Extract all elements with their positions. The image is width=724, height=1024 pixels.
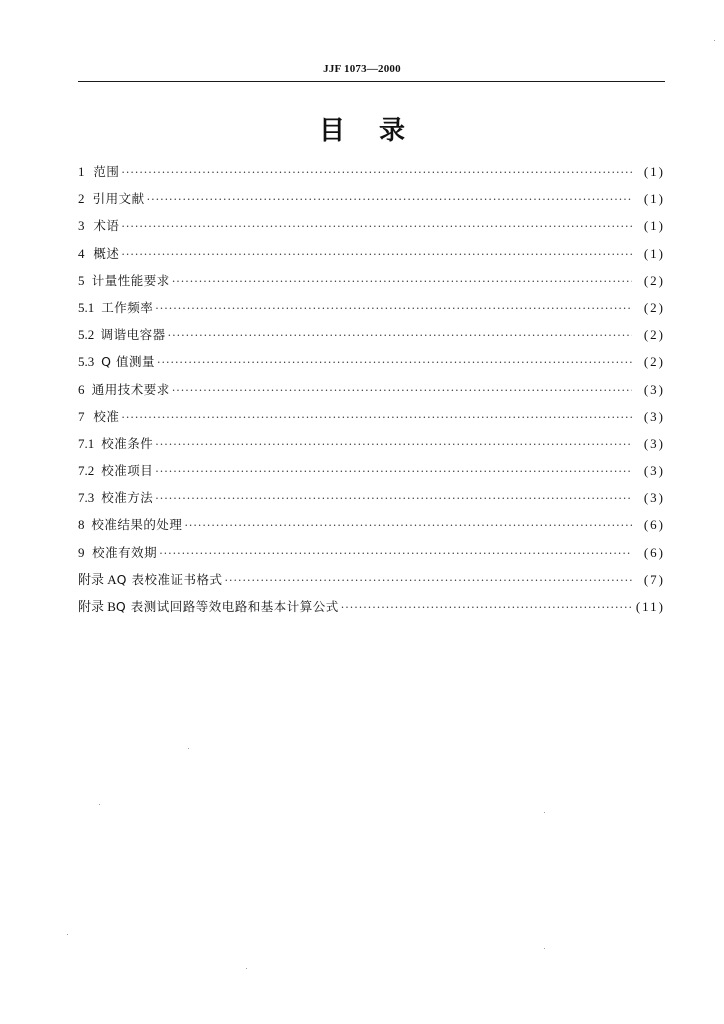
- toc-entry-7-1[interactable]: [78, 430, 665, 457]
- dot-leader: [121, 159, 632, 186]
- dot-leader: [172, 268, 632, 295]
- toc-entry-number: 附录 B: [78, 599, 116, 614]
- toc-entry-page: (1): [643, 191, 665, 207]
- scan-speck: [714, 40, 715, 41]
- document-code-header: JJF 1073—2000: [323, 63, 401, 75]
- toc-entry-5-1[interactable]: [78, 294, 665, 321]
- toc-entry-page: (2): [643, 299, 665, 315]
- toc-entry-2[interactable]: [78, 185, 665, 212]
- toc-entry-label: 通用技术要求: [91, 381, 170, 397]
- toc-entry-number: 2: [78, 191, 85, 207]
- toc-entry-page: (11): [635, 599, 665, 614]
- toc-entry-4[interactable]: [78, 240, 665, 267]
- toc-entry-number: 5: [78, 272, 85, 288]
- toc-entry-number: 5.1: [78, 299, 95, 315]
- toc-entry-label: 校准条件: [101, 435, 154, 451]
- dot-leader: [121, 404, 632, 431]
- toc-entry-label: Q 表测试回路等效电路和基本计算公式: [115, 599, 339, 614]
- toc-entry-label: 校准项目: [101, 463, 154, 479]
- toc-entry-page: (3): [643, 435, 665, 451]
- scan-speck: [544, 948, 545, 949]
- toc-entry-page: (1): [643, 218, 665, 234]
- toc-entry-label: 术语: [93, 218, 120, 234]
- scan-speck: [67, 934, 68, 935]
- toc-entry-label: 校准方法: [101, 490, 154, 506]
- dot-leader: [155, 458, 632, 485]
- toc-entry-page: (1): [643, 164, 665, 179]
- toc-entry-page: (3): [643, 381, 665, 397]
- toc-entry-number: 8: [78, 517, 85, 533]
- toc-entry-label: 概述: [93, 245, 120, 261]
- scan-speck: [544, 812, 545, 813]
- dot-leader: [159, 540, 632, 567]
- toc-entry-page: (2): [643, 272, 665, 288]
- page-title: 目录: [318, 116, 439, 146]
- dot-leader: [155, 295, 632, 322]
- dot-leader: [147, 186, 632, 213]
- toc-entry-label: 计量性能要求: [91, 272, 170, 288]
- toc-entry-number: 5.2: [78, 327, 95, 343]
- toc-entry-page: (2): [643, 327, 665, 343]
- toc-entry-page: (6): [643, 544, 665, 560]
- toc-entry-number: 5.3: [78, 354, 95, 370]
- toc-entry-number: 6: [78, 381, 85, 397]
- toc-entry-number: 9: [78, 544, 85, 560]
- toc-entry-7-2[interactable]: [78, 457, 665, 484]
- toc-entry-appendix-a[interactable]: [78, 566, 665, 593]
- toc-entry-1[interactable]: [78, 158, 665, 185]
- toc-entry-page: (3): [643, 408, 665, 424]
- toc-entry-label: 调谐电容器: [100, 327, 166, 343]
- toc-entry-label: 范围: [93, 164, 120, 179]
- dot-leader: [155, 431, 632, 458]
- toc-entry-number: 3: [78, 218, 85, 234]
- toc-entry-number: 7.2: [78, 463, 95, 479]
- toc-entry-appendix-b[interactable]: [78, 593, 665, 620]
- toc-entry-number: 7.1: [78, 435, 95, 451]
- scan-speck: [99, 804, 100, 805]
- toc-entry-label: 校准结果的处理: [91, 517, 183, 533]
- toc-entry-8[interactable]: [78, 511, 665, 538]
- toc-entry-page: (3): [643, 463, 665, 479]
- dot-leader: [341, 594, 632, 621]
- dot-leader: [184, 512, 632, 539]
- scan-speck: [246, 968, 247, 969]
- scan-speck: [188, 748, 189, 749]
- toc-entry-label: 校准: [93, 408, 120, 424]
- toc-entry-number: 4: [78, 245, 85, 261]
- toc-entry-number: 附录 A: [78, 571, 117, 587]
- dot-leader: [121, 241, 632, 268]
- toc-entry-7[interactable]: [78, 403, 665, 430]
- toc-entry-number: 7: [78, 408, 85, 424]
- toc-entry-7-3[interactable]: [78, 484, 665, 511]
- toc-entry-label: Q 值测量: [101, 354, 155, 370]
- dot-leader: [224, 567, 632, 594]
- dot-leader: [121, 213, 632, 240]
- dot-leader: [155, 485, 632, 512]
- toc-entry-label: Q 表校准证书格式: [116, 571, 223, 587]
- dot-leader: [157, 349, 632, 376]
- toc-entry-page: (3): [643, 490, 665, 506]
- toc-entry-label: 工作频率: [101, 299, 154, 315]
- toc-entry-6[interactable]: [78, 376, 665, 403]
- toc-entry-label: 校准有效期: [92, 544, 158, 560]
- header-rule: [78, 81, 665, 82]
- toc-entry-5-2[interactable]: [78, 321, 665, 348]
- toc-entry-5-3[interactable]: [78, 348, 665, 375]
- toc-entry-number: 1: [78, 164, 85, 179]
- toc-entry-9[interactable]: [78, 539, 665, 566]
- toc-entry-label: 引用文献: [92, 191, 145, 207]
- dot-leader: [168, 322, 632, 349]
- toc-entry-page: (7): [643, 571, 665, 587]
- toc-entry-page: (1): [643, 245, 665, 261]
- toc-entry-page: (2): [643, 354, 665, 370]
- table-of-contents: [78, 158, 665, 620]
- toc-entry-5[interactable]: [78, 267, 665, 294]
- dot-leader: [172, 377, 632, 404]
- toc-entry-page: (6): [643, 517, 665, 533]
- toc-entry-number: 7.3: [78, 490, 95, 506]
- toc-entry-3[interactable]: [78, 212, 665, 239]
